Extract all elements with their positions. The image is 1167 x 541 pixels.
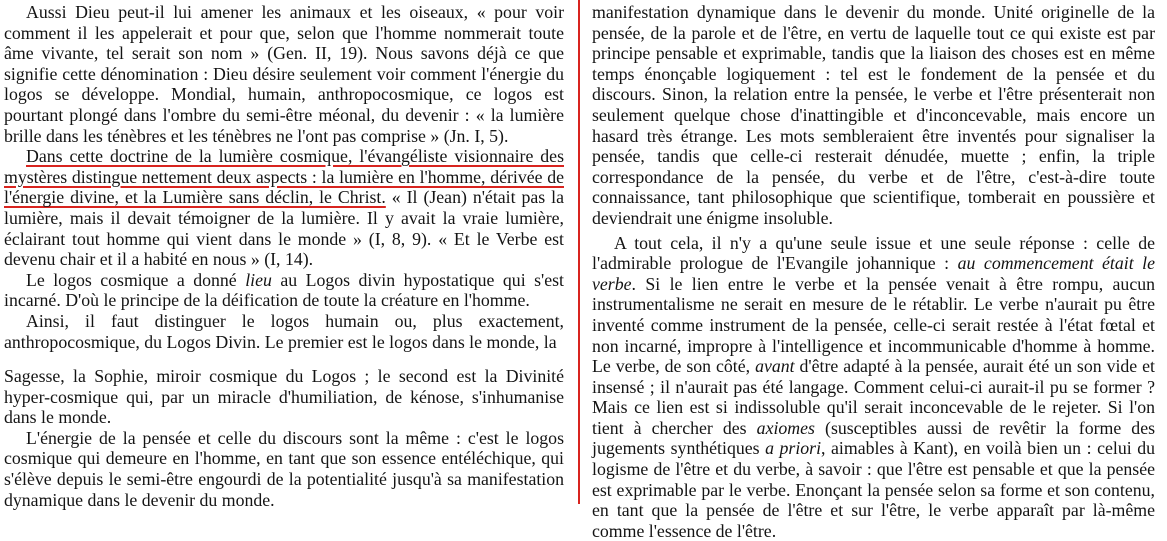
paragraph bbox=[4, 270, 564, 311]
paragraph-text: A tout cela, il n'y a qu'une seule issue et une seule réponse : celle de l'admirable prologue de l'Evangile johannique : bbox=[592, 232, 1155, 274]
paragraph bbox=[592, 233, 1155, 541]
paragraph-text: Ainsi, il faut distinguer le logos humain ou, plus exactement, anthropocosmique, du Logos Divin. Le premier est le logos dans le monde, la bbox=[4, 310, 564, 352]
italic-word: avant bbox=[755, 356, 795, 377]
italic-word: lieu bbox=[245, 269, 272, 290]
paragraph-text: L'énergie de la pensée et celle du discours sont la même : c'est le logos cosmique qui demeure en l'homme, en tant que son essence entéléchique, qui s'élève depuis le semi-être engourdi de la potentialité jusqu'à sa manifestation dynamique dans le devenir du monde. bbox=[4, 427, 564, 510]
paragraph-text: . Si le lien entre le verbe et la pensée venait à être rompu, aucun instrumentalisme ne serait en mesure de le rétablir. Le verbe n'aurait pu être inventé comme instrument de la pensée, celle-ci serait restée à l'état fœtal et non incarné, impropre à l'intelligence et incommunicable d'homme à homme. Le verbe, de son côté, bbox=[592, 273, 1155, 377]
paragraph-underlined bbox=[4, 146, 564, 270]
red-underlined-passage: Dans cette doctrine de la lumière cosmique, l'évangéliste visionnaire des mystères distingue nettement deux aspects : la lumière en l'homme, dérivée de l'énergie divine, et la Lumière sans déclin, le Christ. bbox=[4, 146, 564, 208]
left-text-column bbox=[4, 2, 564, 510]
paragraph bbox=[4, 366, 564, 428]
paragraph-text: Le logos cosmique a donné bbox=[26, 269, 246, 290]
paragraph bbox=[4, 2, 564, 146]
paragraph-text: au Logos divin hypostatique qui s'est incarné. D'où le principe de la déification de toute la créature en l'homme. bbox=[4, 269, 564, 311]
paragraph-text: d'être adapté à la pensée, aurait été un son vide et insensé ; il n'aurait pas été langage. Comment celui-ci aurait-il pu se former ? Mais ce lien est si indissoluble qu'il serait inconcevable de le rejeter. Si l'on tient à chercher des bbox=[592, 356, 1155, 438]
paragraph bbox=[4, 311, 564, 352]
paragraph-text: Sagesse, la Sophie, miroir cosmique du Logos ; le second est la Divinité hyper-cosmique qui, par un miracle d'humiliation, de kénose, s'inhumanise dans le monde. bbox=[4, 366, 564, 428]
paragraph bbox=[592, 2, 1155, 229]
paragraph-text: (susceptibles aussi de revêtir la forme des jugements synthétiques bbox=[592, 417, 1156, 459]
paragraph-text: Aussi Dieu peut-il lui amener les animaux et les oiseaux, « pour voir comment il les appelerait et pour que, selon que l'homme nommerait toute âme vivante, tel serait son nom » (Gen. II, 19). Nous savons déjà ce que signifie cette dénomination : Dieu désire seulement voir comment l'énergie du logos se développe. Mondial, humain, anthropocosmique, ce logos est pourtant plongé dans l'ombre du semi-être méonal, du devenir : « la lumière brille dans les ténèbres et les ténèbres ne l'ont pas comprise » (Jn. I, 5). bbox=[4, 2, 564, 146]
italic-phrase: a priori bbox=[765, 438, 822, 459]
paragraph bbox=[4, 428, 564, 510]
paragraph-text: , aimables à Kant), en voilà bien un : celui du logisme de l'être et du verbe, à savoir : que l'être est pensable et que la pensée est exprimable par le verbe. Enonçant la pensée selon sa forme et son contenu, en tant que la pensée de l'être et sur l'être, le verbe apparaît par là-même comme l'essence de l'être. bbox=[592, 438, 1155, 541]
red-margin-line bbox=[578, 0, 580, 504]
italic-word: axiomes bbox=[756, 417, 815, 438]
right-text-column bbox=[592, 2, 1155, 541]
paragraph-text: manifestation dynamique dans le devenir du monde. Unité originelle de la pensée, de la parole et de l'être, en vertu de laquelle tout ce qui existe est par principe pensable et exprimable, tandis que la liaison des choses est en même temps énonçable logiquement : tel est le fondement de la pensée et du discours. Sinon, la relation entre la pensée, le verbe et l'être présenterait non seulement quelque chose d'inattingible et d'inconcevable, mais encore un hasard très étrange. Les mots sembleraient être inventés pour signaliser la pensée, tandis que celle-ci resterait dénudée, muette ; enfin, la triple correspondance de la pensée, du verbe et de l'être, c'est-à-dire toute connaissance, tant philosophique que scientifique, tomberait en poussière et deviendrait une énigme insoluble. bbox=[592, 2, 1155, 228]
paragraph-text: « Il (Jean) n'était pas la lumière, mais il devait témoigner de la lumière. Il y avait la vraie lumière, éclairant tout homme qui vient dans le monde » (I, 8, 9). « Et le Verbe est devenu chair et il a habité en nous » (I, 14). bbox=[4, 187, 564, 270]
italic-phrase: au commencement était le verbe bbox=[592, 253, 1155, 294]
page-break-gap bbox=[4, 352, 564, 366]
